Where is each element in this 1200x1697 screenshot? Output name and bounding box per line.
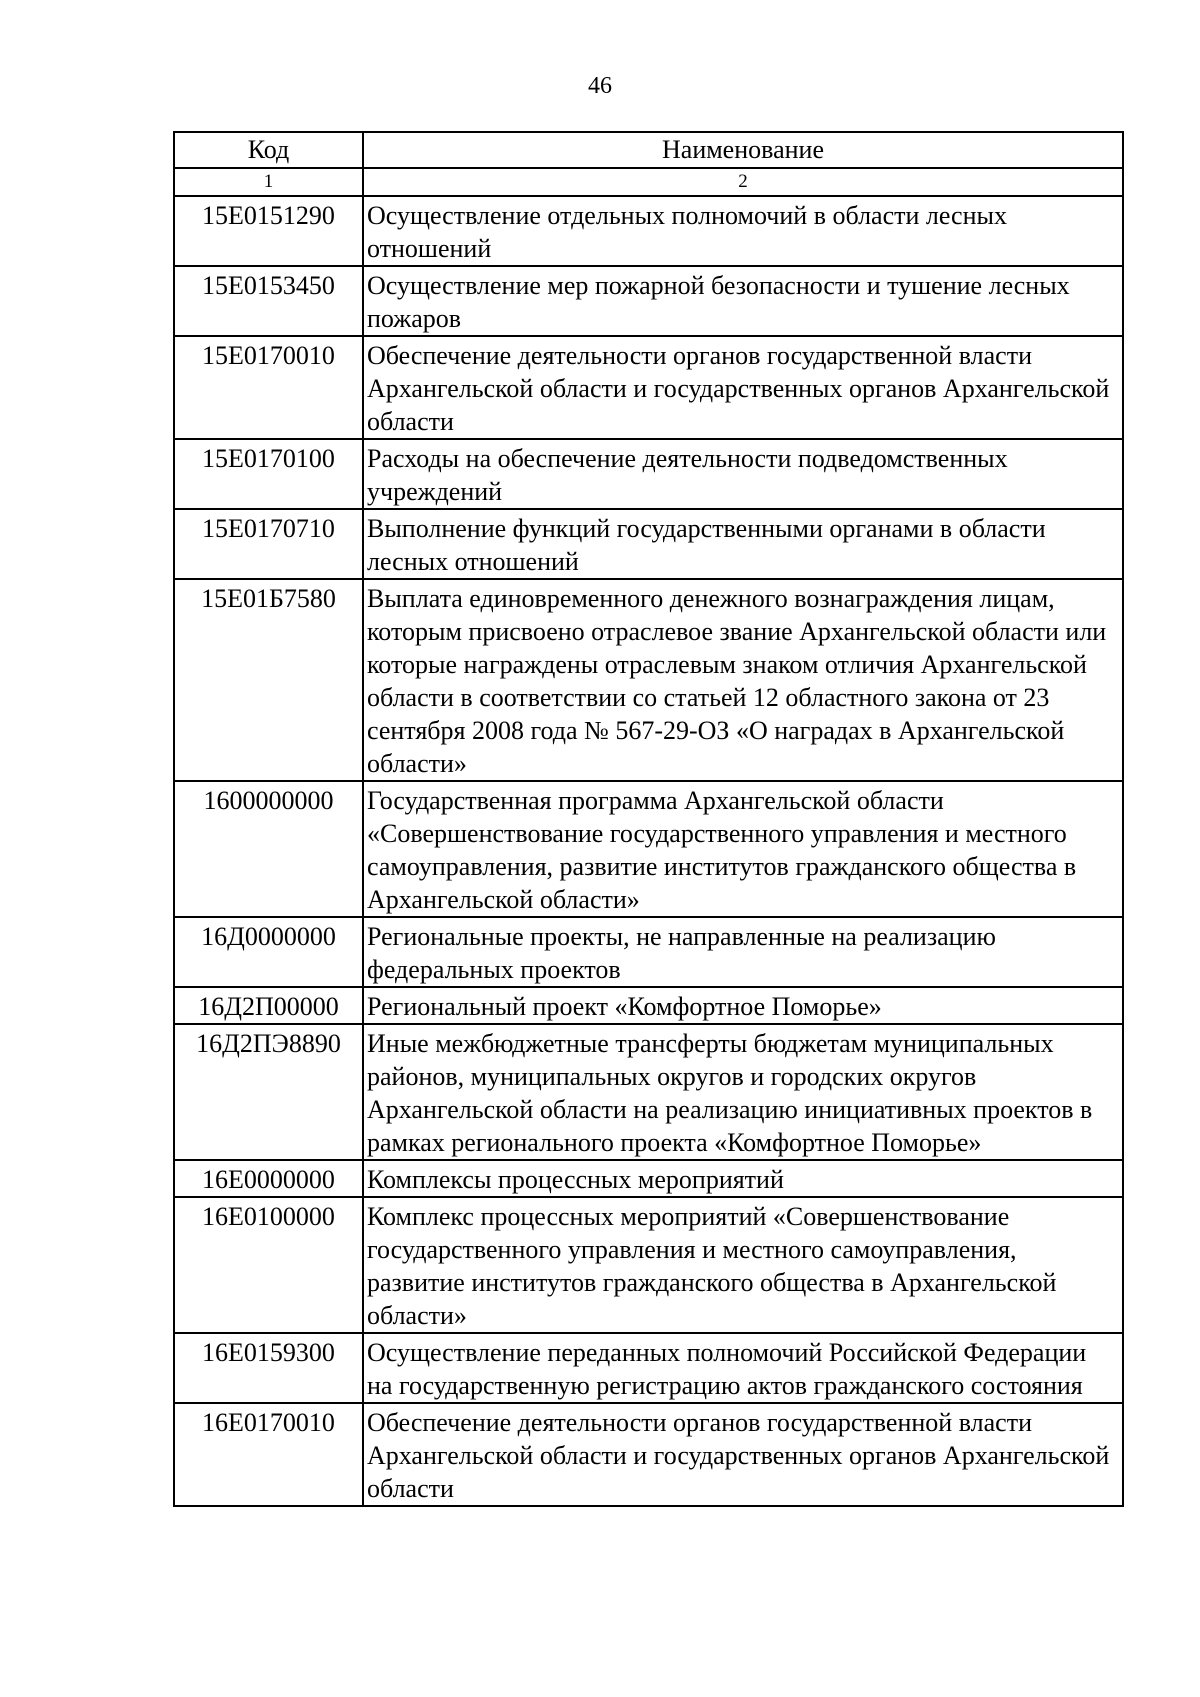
row-code: 16Д2П00000	[174, 987, 363, 1024]
table-row	[174, 1024, 1123, 1160]
table-row	[174, 1403, 1123, 1506]
row-code: 15Е0153450	[174, 266, 363, 336]
table-row	[174, 266, 1123, 336]
table-row	[174, 781, 1123, 917]
row-name: Обеспечение деятельности органов государственной власти Архангельской области и государственных органов Архангельской области	[363, 336, 1123, 439]
table-row	[174, 439, 1123, 509]
row-name: Комплексы процессных мероприятий	[363, 1160, 1123, 1197]
table-row	[174, 196, 1123, 266]
table-row	[174, 509, 1123, 579]
column-number-code: 1	[174, 168, 363, 196]
page-number: 46	[588, 73, 612, 99]
column-number-name: 2	[363, 168, 1123, 196]
row-code: 16Е0170010	[174, 1403, 363, 1506]
header-row	[174, 132, 1123, 168]
row-name: Осуществление переданных полномочий Российской Федерации на государственную регистрацию актов гражданского состояния	[363, 1333, 1123, 1403]
row-code: 15Е0170100	[174, 439, 363, 509]
row-code: 16Д0000000	[174, 917, 363, 987]
row-name: Осуществление отдельных полномочий в области лесных отношений	[363, 196, 1123, 266]
row-code: 16Д2ПЭ8890	[174, 1024, 363, 1160]
row-code: 15Е01Б7580	[174, 579, 363, 781]
table-row	[174, 336, 1123, 439]
row-name: Комплекс процессных мероприятий «Совершенствование государственного управления и местного самоуправления, развитие институтов гражданского общества в Архангельской области»	[363, 1197, 1123, 1333]
row-name: Иные межбюджетные трансферты бюджетам муниципальных районов, муниципальных округов и городских округов Архангельской области на реализацию инициативных проектов в рамках регионального проекта «Комфортное Поморье»	[363, 1024, 1123, 1160]
row-name: Государственная программа Архангельской области «Совершенствование государственного управления и местного самоуправления, развитие институтов гражданского общества в Архангельской области»	[363, 781, 1123, 917]
table-row	[174, 987, 1123, 1024]
column-number-row	[174, 168, 1123, 196]
classification-table	[173, 131, 1124, 1507]
row-name: Региональные проекты, не направленные на реализацию федеральных проектов	[363, 917, 1123, 987]
table-row	[174, 579, 1123, 781]
row-code: 16Е0159300	[174, 1333, 363, 1403]
header-name: Наименование	[363, 132, 1123, 168]
row-name: Выполнение функций государственными органами в области лесных отношений	[363, 509, 1123, 579]
row-code: 15Е0170010	[174, 336, 363, 439]
row-code: 16Е0000000	[174, 1160, 363, 1197]
row-code: 16Е0100000	[174, 1197, 363, 1333]
table-row	[174, 917, 1123, 987]
row-code: 15Е0151290	[174, 196, 363, 266]
row-name: Выплата единовременного денежного вознаграждения лицам, которым присвоено отраслевое звание Архангельской области или которые награждены отраслевым знаком отличия Архангельской области в соответствии со статьей 12 областного закона от 23 сентября 2008 года № 567-29-ОЗ «О наградах в Архангельской области»	[363, 579, 1123, 781]
row-name: Региональный проект «Комфортное Поморье»	[363, 987, 1123, 1024]
row-name: Обеспечение деятельности органов государственной власти Архангельской области и государственных органов Архангельской области	[363, 1403, 1123, 1506]
table-row	[174, 1160, 1123, 1197]
row-name: Осуществление мер пожарной безопасности и тушение лесных пожаров	[363, 266, 1123, 336]
header-code: Код	[174, 132, 363, 168]
row-name: Расходы на обеспечение деятельности подведомственных учреждений	[363, 439, 1123, 509]
table-row	[174, 1333, 1123, 1403]
row-code: 15Е0170710	[174, 509, 363, 579]
table-row	[174, 1197, 1123, 1333]
row-code: 1600000000	[174, 781, 363, 917]
